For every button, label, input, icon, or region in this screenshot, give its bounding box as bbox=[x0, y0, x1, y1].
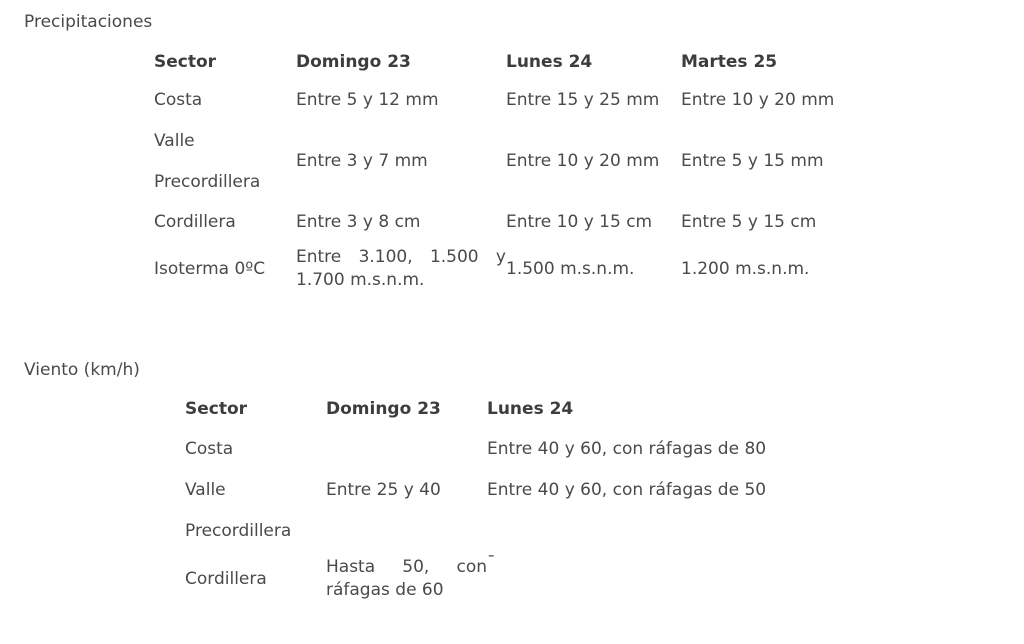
column-header-martes: Martes 25 bbox=[681, 52, 778, 72]
lunes-cell: Entre 40 y 60, con ráfagas de 80 bbox=[487, 438, 767, 459]
sector-cell: Cordillera bbox=[154, 212, 236, 232]
martes-cell: Entre 5 y 15 mm bbox=[681, 151, 824, 171]
domingo-cell: Hasta 50, con ráfagas de 60 bbox=[326, 556, 487, 600]
column-header-sector: Sector bbox=[154, 52, 217, 72]
table-row bbox=[185, 469, 817, 510]
lunes-cell: 1.500 m.s.n.m. bbox=[506, 259, 635, 279]
sector-cell: Cordillera bbox=[185, 568, 267, 589]
table-row bbox=[154, 120, 871, 161]
martes-cell: Entre 10 y 20 mm bbox=[681, 90, 835, 110]
precipitaciones-table bbox=[154, 44, 871, 296]
lunes-cell: Entre 10 y 20 mm bbox=[506, 151, 660, 171]
domingo-cell: Entre 5 y 12 mm bbox=[296, 90, 439, 110]
sector-cell: Costa bbox=[154, 90, 203, 110]
lunes-cell: Entre 40 y 60, con ráfagas de 50 bbox=[487, 479, 767, 500]
column-header-lunes: Lunes 24 bbox=[487, 399, 574, 419]
sector-cell: Costa bbox=[185, 438, 234, 459]
domingo-cell: Entre 3 y 8 cm bbox=[296, 212, 421, 232]
table-header-row bbox=[154, 44, 871, 80]
sector-cell: Precordillera bbox=[185, 520, 292, 541]
column-header-domingo: Domingo 23 bbox=[326, 399, 441, 419]
domingo-cell bbox=[326, 510, 487, 551]
lunes-cell: Entre 10 y 15 cm bbox=[506, 212, 653, 232]
precipitaciones-title: Precipitaciones bbox=[24, 12, 153, 32]
sector-cell: Isoterma 0ºC bbox=[154, 259, 266, 279]
table-row bbox=[154, 80, 871, 120]
domingo-cell: Entre 3 y 7 mm bbox=[296, 151, 428, 171]
table-row bbox=[185, 551, 817, 606]
viento-table bbox=[185, 390, 817, 606]
column-header-domingo: Domingo 23 bbox=[296, 52, 411, 72]
domingo-cell: Entre 3.100, 1.500 y 1.700 m.s.n.m. bbox=[296, 247, 506, 290]
table-row bbox=[154, 242, 871, 296]
column-header-sector: Sector bbox=[185, 399, 248, 419]
table-row bbox=[185, 428, 817, 469]
column-header-lunes: Lunes 24 bbox=[506, 52, 593, 72]
table-row bbox=[154, 202, 871, 242]
sector-cell: Valle bbox=[154, 130, 195, 151]
domingo-cell bbox=[326, 428, 487, 469]
lunes-cell: Entre 15 y 25 mm bbox=[506, 90, 660, 110]
martes-cell: 1.200 m.s.n.m. bbox=[681, 259, 810, 279]
table-header-row bbox=[185, 390, 817, 428]
lunes-cell bbox=[487, 510, 817, 551]
sector-cell: Precordillera bbox=[154, 171, 261, 192]
table-row bbox=[185, 510, 817, 551]
lunes-cell: ¯ bbox=[487, 553, 496, 573]
domingo-cell: Entre 25 y 40 bbox=[326, 479, 441, 500]
sector-cell: Valle bbox=[185, 479, 226, 500]
viento-title: Viento (km/h) bbox=[24, 360, 140, 380]
martes-cell: Entre 5 y 15 cm bbox=[681, 212, 817, 232]
